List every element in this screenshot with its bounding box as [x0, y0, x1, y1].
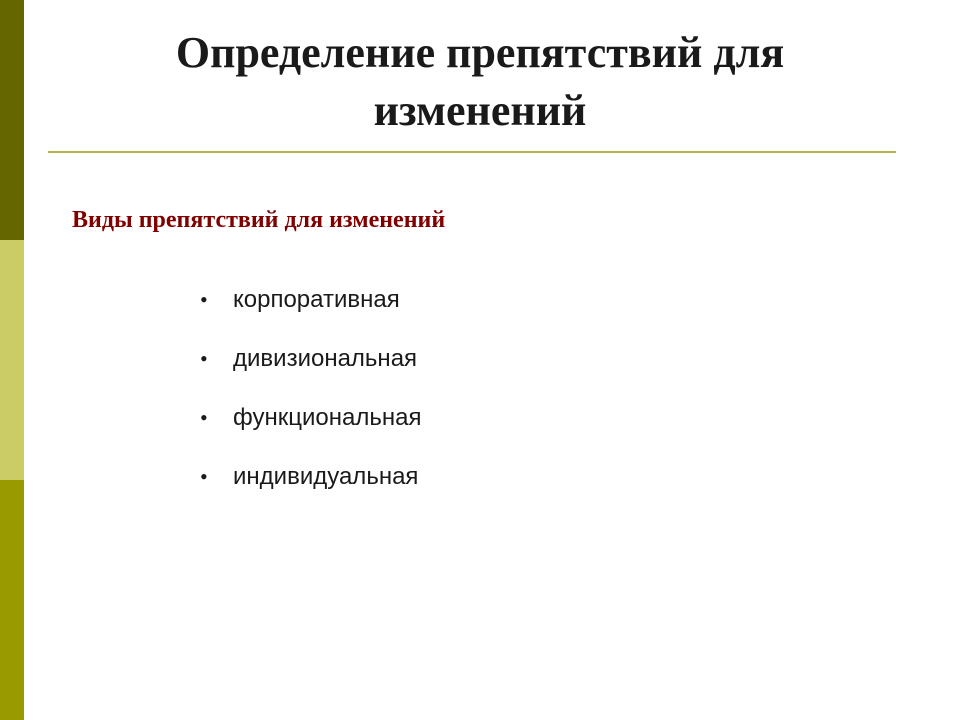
list-item-text: дивизиональная: [233, 345, 418, 372]
list-item-text: функциональная: [233, 404, 422, 431]
bullet-icon: •: [200, 464, 208, 489]
bullet-icon: •: [200, 346, 208, 371]
list-item-text: корпоративная: [233, 286, 400, 313]
slide-subtitle: Виды препятствий для изменений: [72, 207, 446, 233]
slide-title: [60, 24, 900, 140]
slide-title-line2: изменений: [373, 86, 587, 135]
side-bar-bottom: [0, 480, 24, 720]
list-item: [200, 457, 421, 516]
list-item-text: индивидуальная: [233, 463, 419, 490]
list-item: [200, 280, 421, 339]
bullet-icon: •: [200, 405, 208, 430]
side-bar-top: [0, 0, 24, 240]
title-divider: [48, 151, 896, 153]
list-item: [200, 398, 421, 457]
list-item: [200, 339, 421, 398]
slide-title-line1: Определение препятствий для: [175, 28, 785, 77]
bullet-icon: •: [200, 287, 208, 312]
bullet-list: [200, 280, 421, 516]
side-bar-middle: [0, 240, 24, 480]
